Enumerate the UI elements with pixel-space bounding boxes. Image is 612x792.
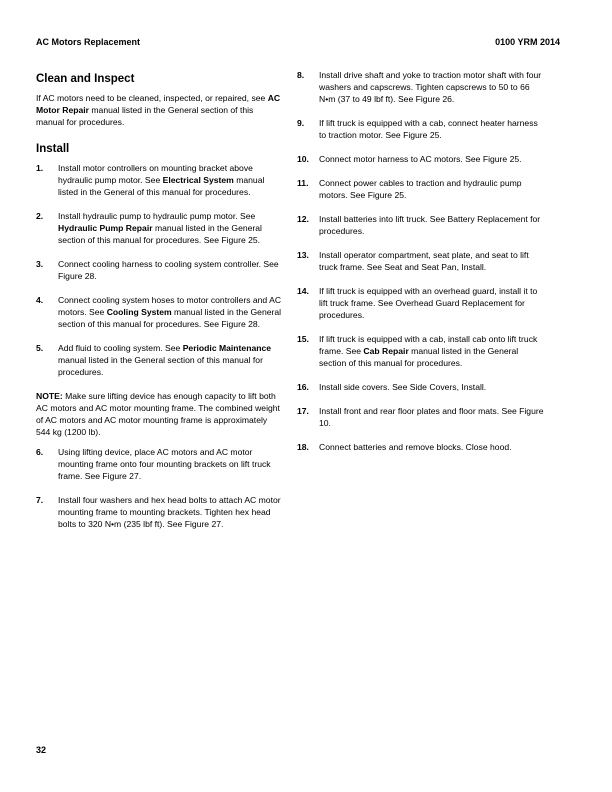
step-12: 12. Install batteries into lift truck. See Battery Replacement for procedures.: [297, 214, 541, 236]
step-5: 5. Add fluid to cooling system. See Periodic Maintenance manual listed in the General section of this manual for procedures.: [36, 343, 272, 377]
right-column: [297, 69, 547, 465]
step-14: 14. If lift truck is equipped with an overhead guard, install it to lift truck frame. See Overhead Guard Replacement for procedures.: [297, 286, 538, 320]
step-18: 18. Connect batteries and remove blocks. Close hood.: [297, 442, 512, 452]
step-16: 16. Install side covers. See Side Covers, Install.: [297, 382, 487, 392]
step-6: 6. Using lifting device, place AC motors and AC motor mounting frame onto four mounting brackets on lift truck frame. See Figure 27.: [36, 447, 271, 481]
step-7: 7. Install four washers and hex head bolts to attach AC motor mounting frame to mounting brackets. Tighten hex head bolts to 320 N•m (235 lbf ft). See Figure 27.: [36, 495, 281, 529]
page-number: 32: [36, 745, 47, 755]
header-doc-number: 0100 YRM 2014: [495, 37, 560, 47]
step-9: 9. If lift truck is equipped with a cab, connect heater harness to traction motor. See Figure 25.: [297, 118, 538, 140]
step-3: 3. Connect cooling harness to cooling system controller. See Figure 28.: [36, 259, 279, 281]
clean-inspect-paragraph: If AC motors need to be cleaned, inspected, or repaired, see AC Motor Repair manual listed in the General section of this manual for procedures.: [36, 93, 281, 127]
step-4: 4. Connect cooling system hoses to motor controllers and AC motors. See Cooling System manual listed in the General section of this manual for procedures. See Figure 28.: [36, 295, 282, 329]
step-2: 2. Install hydraulic pump to hydraulic pump motor. See Hydraulic Pump Repair manual listed in the General section of this manual for procedures. See Figure 25.: [36, 211, 262, 245]
note-paragraph: NOTE: Make sure lifting device has enough capacity to lift both AC motors and AC motor mounting frame. The combined weight of AC motors and AC motor mounting frame is approximately 544 kg (1200 lb).: [36, 391, 280, 437]
step-11: 11. Connect power cables to traction and hydraulic pump motors. See Figure 25.: [297, 178, 522, 200]
step-8: 8. Install drive shaft and yoke to traction motor shaft with four washers and capscrews. Tighten capscrews to 50 to 66 N•m (37 to 49 lbf ft). See Figure 26.: [297, 70, 542, 104]
header-title: AC Motors Replacement: [36, 37, 141, 47]
step-10: 10. Connect motor harness to AC motors. See Figure 25.: [297, 154, 522, 164]
clean-inspect-heading: Clean and Inspect: [36, 73, 135, 85]
install-heading: Install: [36, 143, 70, 155]
step-17: 17. Install front and rear floor plates and floor mats. See Figure 10.: [297, 406, 544, 428]
left-column: [36, 72, 282, 542]
step-15: 15. If lift truck is equipped with a cab, install cab onto lift truck frame. See Cab Repair manual listed in the General section of this manual for procedures.: [297, 334, 538, 368]
step-1: 1. Install motor controllers on mounting bracket above hydraulic pump motor. See Electrical System manual listed in the General of this manual for procedures.: [36, 163, 265, 197]
step-13: 13. Install operator compartment, seat plate, and seat to lift truck frame. See Seat and Seat Pan, Install.: [297, 250, 529, 272]
